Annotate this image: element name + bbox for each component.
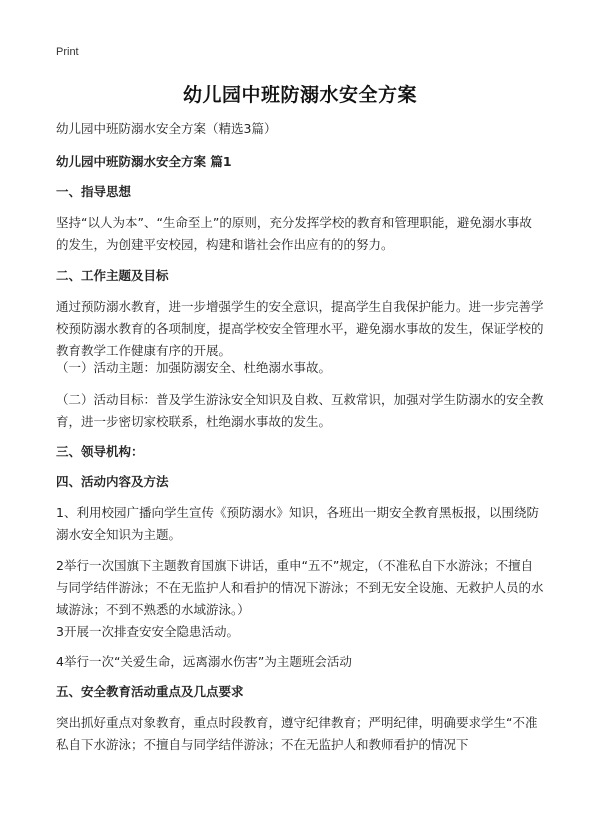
section-heading-3: 三、领导机构： xyxy=(56,444,144,459)
section-paragraph-5: 突出抓好重点对象教育，重点时段教育，遵守纪律教育；严明纪律，明确要求学生“不准私自下水游泳；不擅自与同学结伴游泳；不在无监护人和教师看护的情况下 xyxy=(56,715,538,752)
section-paragraph-2: 通过预防溺水教育，进一步增强学生的安全意识，提高学生自我保护能力。进一步完善学校预防溺水教育的各项制度，提高学校安全管理水平，避免溺水事故的发生，保证学校的教育教学工作健康有序的开展。 xyxy=(56,299,544,358)
document-title: 幼儿园中班防溺水安全方案 xyxy=(182,84,417,106)
section-heading-5: 五、安全教育活动重点及几点要求 xyxy=(56,684,244,699)
list-item-broadcast: 1、利用校园广播向学生宣传《预防溺水》知识，各班出一期安全教育黑板报，以围绕防溺水安全知识为主题。 xyxy=(56,505,539,542)
article-heading: 幼儿园中班防溺水安全方案 篇1 xyxy=(56,154,232,169)
section-heading-1: 一、指导思想 xyxy=(56,184,132,199)
list-item-activity-theme: （一）活动主题：加强防溺安全、杜绝溺水事故。 xyxy=(56,360,332,375)
section-heading-4: 四、活动内容及方法 xyxy=(56,474,169,489)
section-paragraph-1: 坚持“以人为本”、“生命至上”的原则，充分发挥学校的教育和管理职能，避免溺水事故的发生，为创建平安校园，构建和谐社会作出应有的的努力。 xyxy=(56,215,532,252)
list-item-activity-goal: （二）活动目标：普及学生游泳安全知识及自救、互救常识，加强对学生防溺水的安全教育，进一步密切家校联系，杜绝溺水事故的发生。 xyxy=(56,392,544,429)
list-item-class-meeting: 4举行一次“关爱生命，远离溺水伤害”为主题班会活动 xyxy=(56,654,352,669)
list-item-flag-speech: 2举行一次国旗下主题教育国旗下讲话，重申“五不”规定，（不准私自下水游泳；不擅自与同学结伴游泳；不在无监护人和看护的情况下游泳；不到无安全设施、无救护人员的水域游泳；不到不熟悉的水域游泳。） xyxy=(56,558,544,617)
list-item-safety-check: 3开展一次排查安安全隐患活动。 xyxy=(56,624,239,639)
print-link[interactable]: Print xyxy=(56,46,79,58)
document-subtitle: 幼儿园中班防溺水安全方案（精选3篇） xyxy=(56,121,277,136)
section-heading-2: 二、工作主题及目标 xyxy=(56,268,169,283)
